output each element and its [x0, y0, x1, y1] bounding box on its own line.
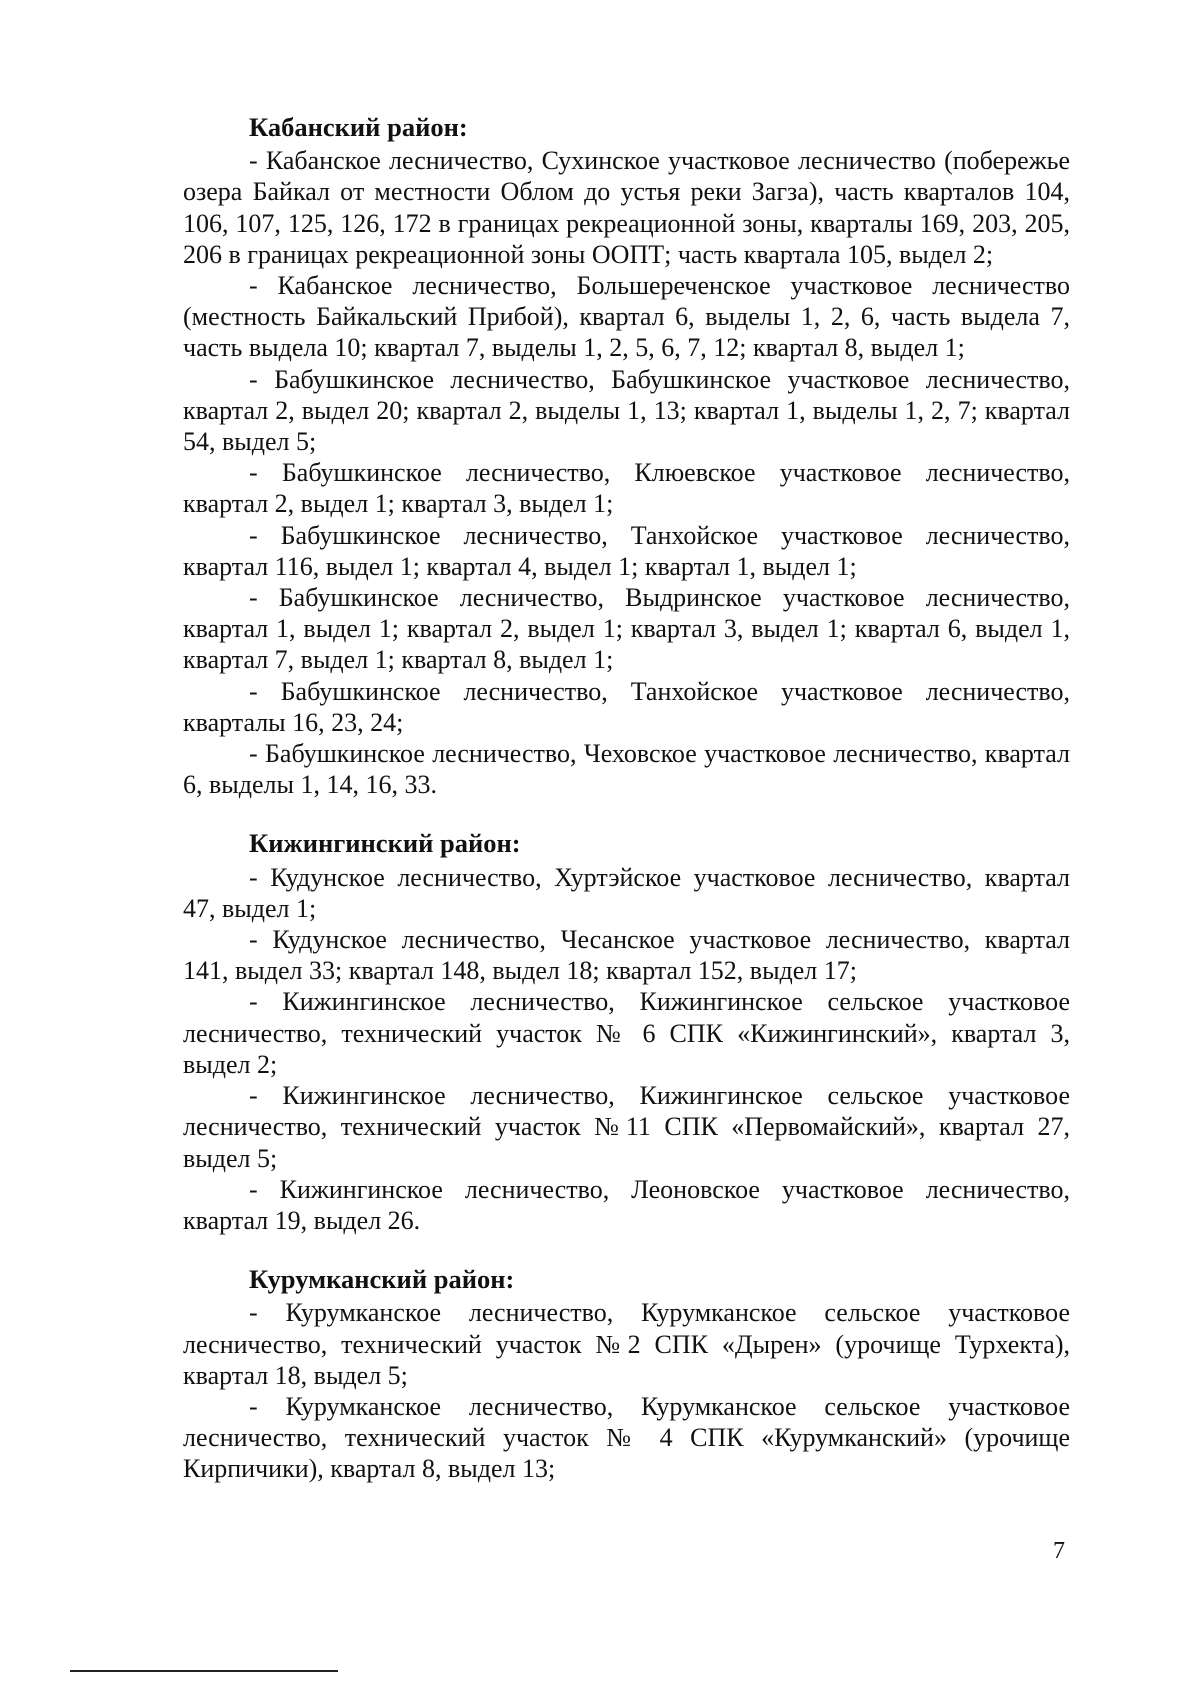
section-heading: Кижингинский район: — [249, 828, 521, 859]
list-item: - Кабанское лесничество, Большереченское участковое лесничество (местность Байкальский Прибой), квартал 6, выделы 1, 2, 6, часть выдела 7, часть выдела 10; квартал 7, выделы 1, 2, 5, 6, 7, 12; квартал 8, выдел 1; — [183, 271, 1070, 363]
list-item: - Кудунское лесничество, Хуртэйское участковое лесничество, квартал 47, выдел 1; — [183, 862, 1070, 923]
list-item: - Бабушкинское лесничество, Бабушкинское участковое лесничество, квартал 2, выдел 20; квартал 2, выделы 1, 13; квартал 1, выделы 1, 2, 7; квартал 54, выдел 5; — [183, 364, 1070, 457]
list-item: - Бабушкинское лесничество, Выдринское участковое лесничество, квартал 1, выдел 1; квартал 2, выдел 1; квартал 3, выдел 1; квартал 6, выдел 1, квартал 7, выдел 1; квартал 8, выдел 1; — [183, 583, 1070, 675]
page-number: 7 — [1053, 1538, 1065, 1564]
list-item: - Бабушкинское лесничество, Клюевское участковое лесничество, квартал 2, выдел 1; квартал 3, выдел 1; — [183, 458, 1070, 519]
section-heading: Кабанский район: — [249, 112, 468, 142]
section-kabansky — [183, 112, 1070, 800]
list-item: - Кижингинское лесничество, Леоновское участковое лесничество, квартал 19, выдел 26. — [183, 1174, 1070, 1235]
section-heading: Курумканский район: — [249, 1264, 515, 1295]
list-item: - Курумканское лесничество, Курумканское сельское участковое лесничество, технический участок №2 СПК «Дырен» (урочище Турхекта), квартал 18, выдел 5; — [183, 1298, 1070, 1390]
section-kurumkansky — [183, 1264, 1070, 1484]
list-item: - Бабушкинское лесничество, Чеховское участковое лесничество, квартал 6, выделы 1, 14, 16, 33. — [183, 739, 1070, 800]
footer-rule — [70, 1670, 338, 1672]
list-item: - Кабанское лесничество, Сухинское участковое лесничество (побережье озера Байкал от местности Облом до устья реки Загза), часть кварталов 104, 106, 107, 125, 126, 172 в границах рекреационной зоны, кварталы 169, 203, 205, 206 в границах рекреационной зоны ООПТ; часть квартала 105, выдел 2; — [183, 146, 1070, 269]
document-page — [183, 112, 1070, 1513]
list-item: - Кижингинское лесничество, Кижингинское сельское участковое лесничество, технический участок №11 СПК «Первомайский», квартал 27, выдел 5; — [183, 1081, 1070, 1173]
section-kizhinginsky — [183, 828, 1070, 1236]
list-item: - Кижингинское лесничество, Кижингинское сельское участковое лесничество, технический участок № 6 СПК «Кижингинский», квартал 3, выдел 2; — [183, 987, 1070, 1079]
list-item: - Бабушкинское лесничество, Танхойское участковое лесничество, кварталы 16, 23, 24; — [183, 676, 1070, 737]
list-item: - Кудунское лесничество, Чесанское участковое лесничество, квартал 141, выдел 33; квартал 148, выдел 18; квартал 152, выдел 17; — [183, 925, 1070, 986]
list-item: - Бабушкинское лесничество, Танхойское участковое лесничество, квартал 116, выдел 1; квартал 4, выдел 1; квартал 1, выдел 1; — [183, 520, 1070, 581]
list-item: - Курумканское лесничество, Курумканское сельское участковое лесничество, технический участок № 4 СПК «Курумканский» (урочище Кирпичики), квартал 8, выдел 13; — [183, 1391, 1070, 1484]
